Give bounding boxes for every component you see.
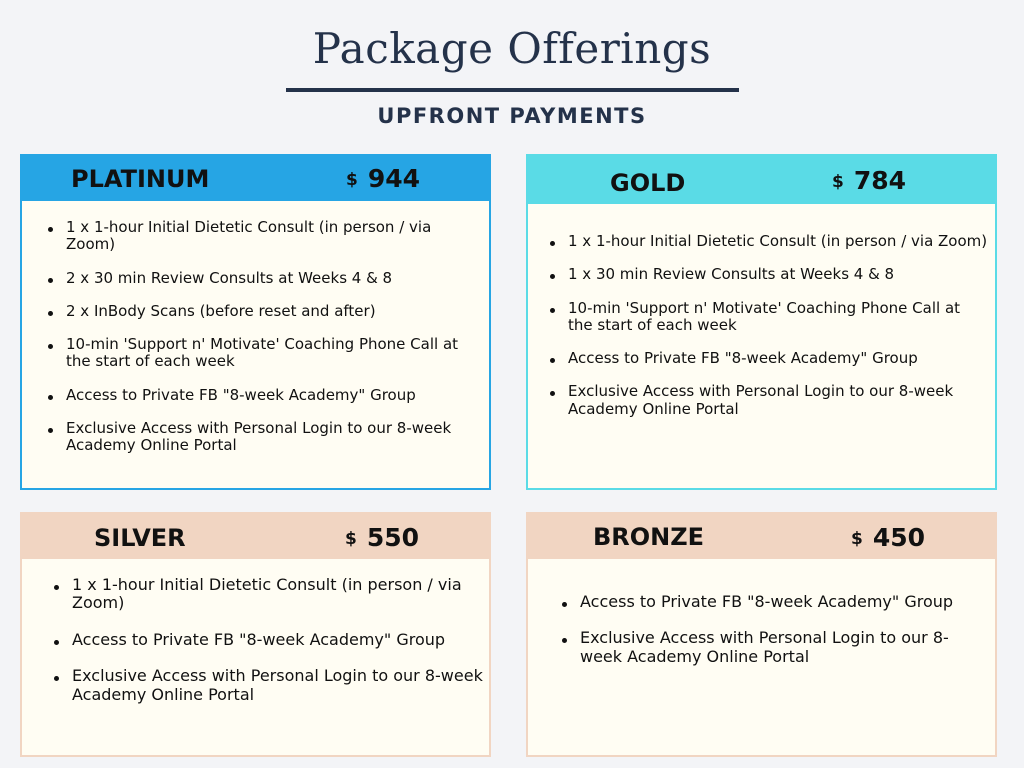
feature-item: Exclusive Access with Personal Login to our 8-week Academy Online Portal (66, 420, 478, 455)
feature-item: 1 x 1-hour Initial Dietetic Consult (in person / via Zoom) (72, 576, 502, 613)
currency-symbol: $ (345, 529, 357, 549)
price-amount: 550 (366, 523, 420, 552)
feature-item: Exclusive Access with Personal Login to our 8-week Academy Online Portal (580, 629, 970, 666)
currency-symbol: $ (851, 529, 863, 549)
feature-item: Access to Private FB "8-week Academy" Group (580, 593, 970, 611)
package-price (346, 164, 420, 193)
currency-symbol: $ (832, 172, 844, 192)
page-title: Package Offerings (312, 24, 712, 73)
feature-item: 10-min 'Support n' Motivate' Coaching Phone Call at the start of each week (66, 336, 478, 371)
feature-list (52, 576, 502, 722)
package-name: GOLD (610, 169, 686, 197)
feature-item: Exclusive Access with Personal Login to our 8-week Academy Online Portal (568, 383, 988, 418)
feature-item: 1 x 1-hour Initial Dietetic Consult (in person / via Zoom) (568, 232, 988, 250)
feature-item: Exclusive Access with Personal Login to our 8-week Academy Online Portal (72, 667, 502, 704)
feature-item: 2 x 30 min Review Consults at Weeks 4 & 8 (66, 270, 478, 287)
page-subtitle: UPFRONT PAYMENTS (377, 104, 647, 128)
feature-list (548, 233, 988, 434)
package-name: BRONZE (593, 523, 705, 551)
title-underline (286, 88, 739, 92)
package-card-gold (526, 154, 997, 490)
currency-symbol: $ (346, 170, 358, 190)
package-price (345, 523, 419, 552)
feature-list (560, 593, 970, 684)
package-card-silver (20, 512, 491, 757)
feature-item: Access to Private FB "8-week Academy" Group (66, 387, 478, 404)
feature-item: 1 x 1-hour Initial Dietetic Consult (in person / via Zoom) (66, 219, 478, 254)
feature-item: Access to Private FB "8-week Academy" Group (568, 350, 988, 367)
price-amount: 450 (872, 523, 926, 552)
feature-item: Access to Private FB "8-week Academy" Group (72, 631, 502, 649)
package-header (528, 514, 995, 559)
price-amount: 784 (853, 166, 907, 195)
package-price (832, 166, 906, 195)
package-name: SILVER (94, 524, 186, 552)
package-card-bronze (526, 512, 997, 757)
feature-item: 1 x 30 min Review Consults at Weeks 4 & 8 (568, 266, 988, 283)
feature-item: 10-min 'Support n' Motivate' Coaching Phone Call at the start of each week (568, 300, 988, 335)
feature-list (46, 219, 478, 470)
package-header (22, 156, 489, 201)
package-name: PLATINUM (71, 165, 210, 193)
package-header (528, 156, 995, 204)
price-amount: 944 (367, 164, 421, 193)
package-price (851, 523, 925, 552)
package-card-platinum (20, 154, 491, 490)
package-header (22, 514, 489, 559)
feature-item: 2 x InBody Scans (before reset and after) (66, 303, 478, 320)
